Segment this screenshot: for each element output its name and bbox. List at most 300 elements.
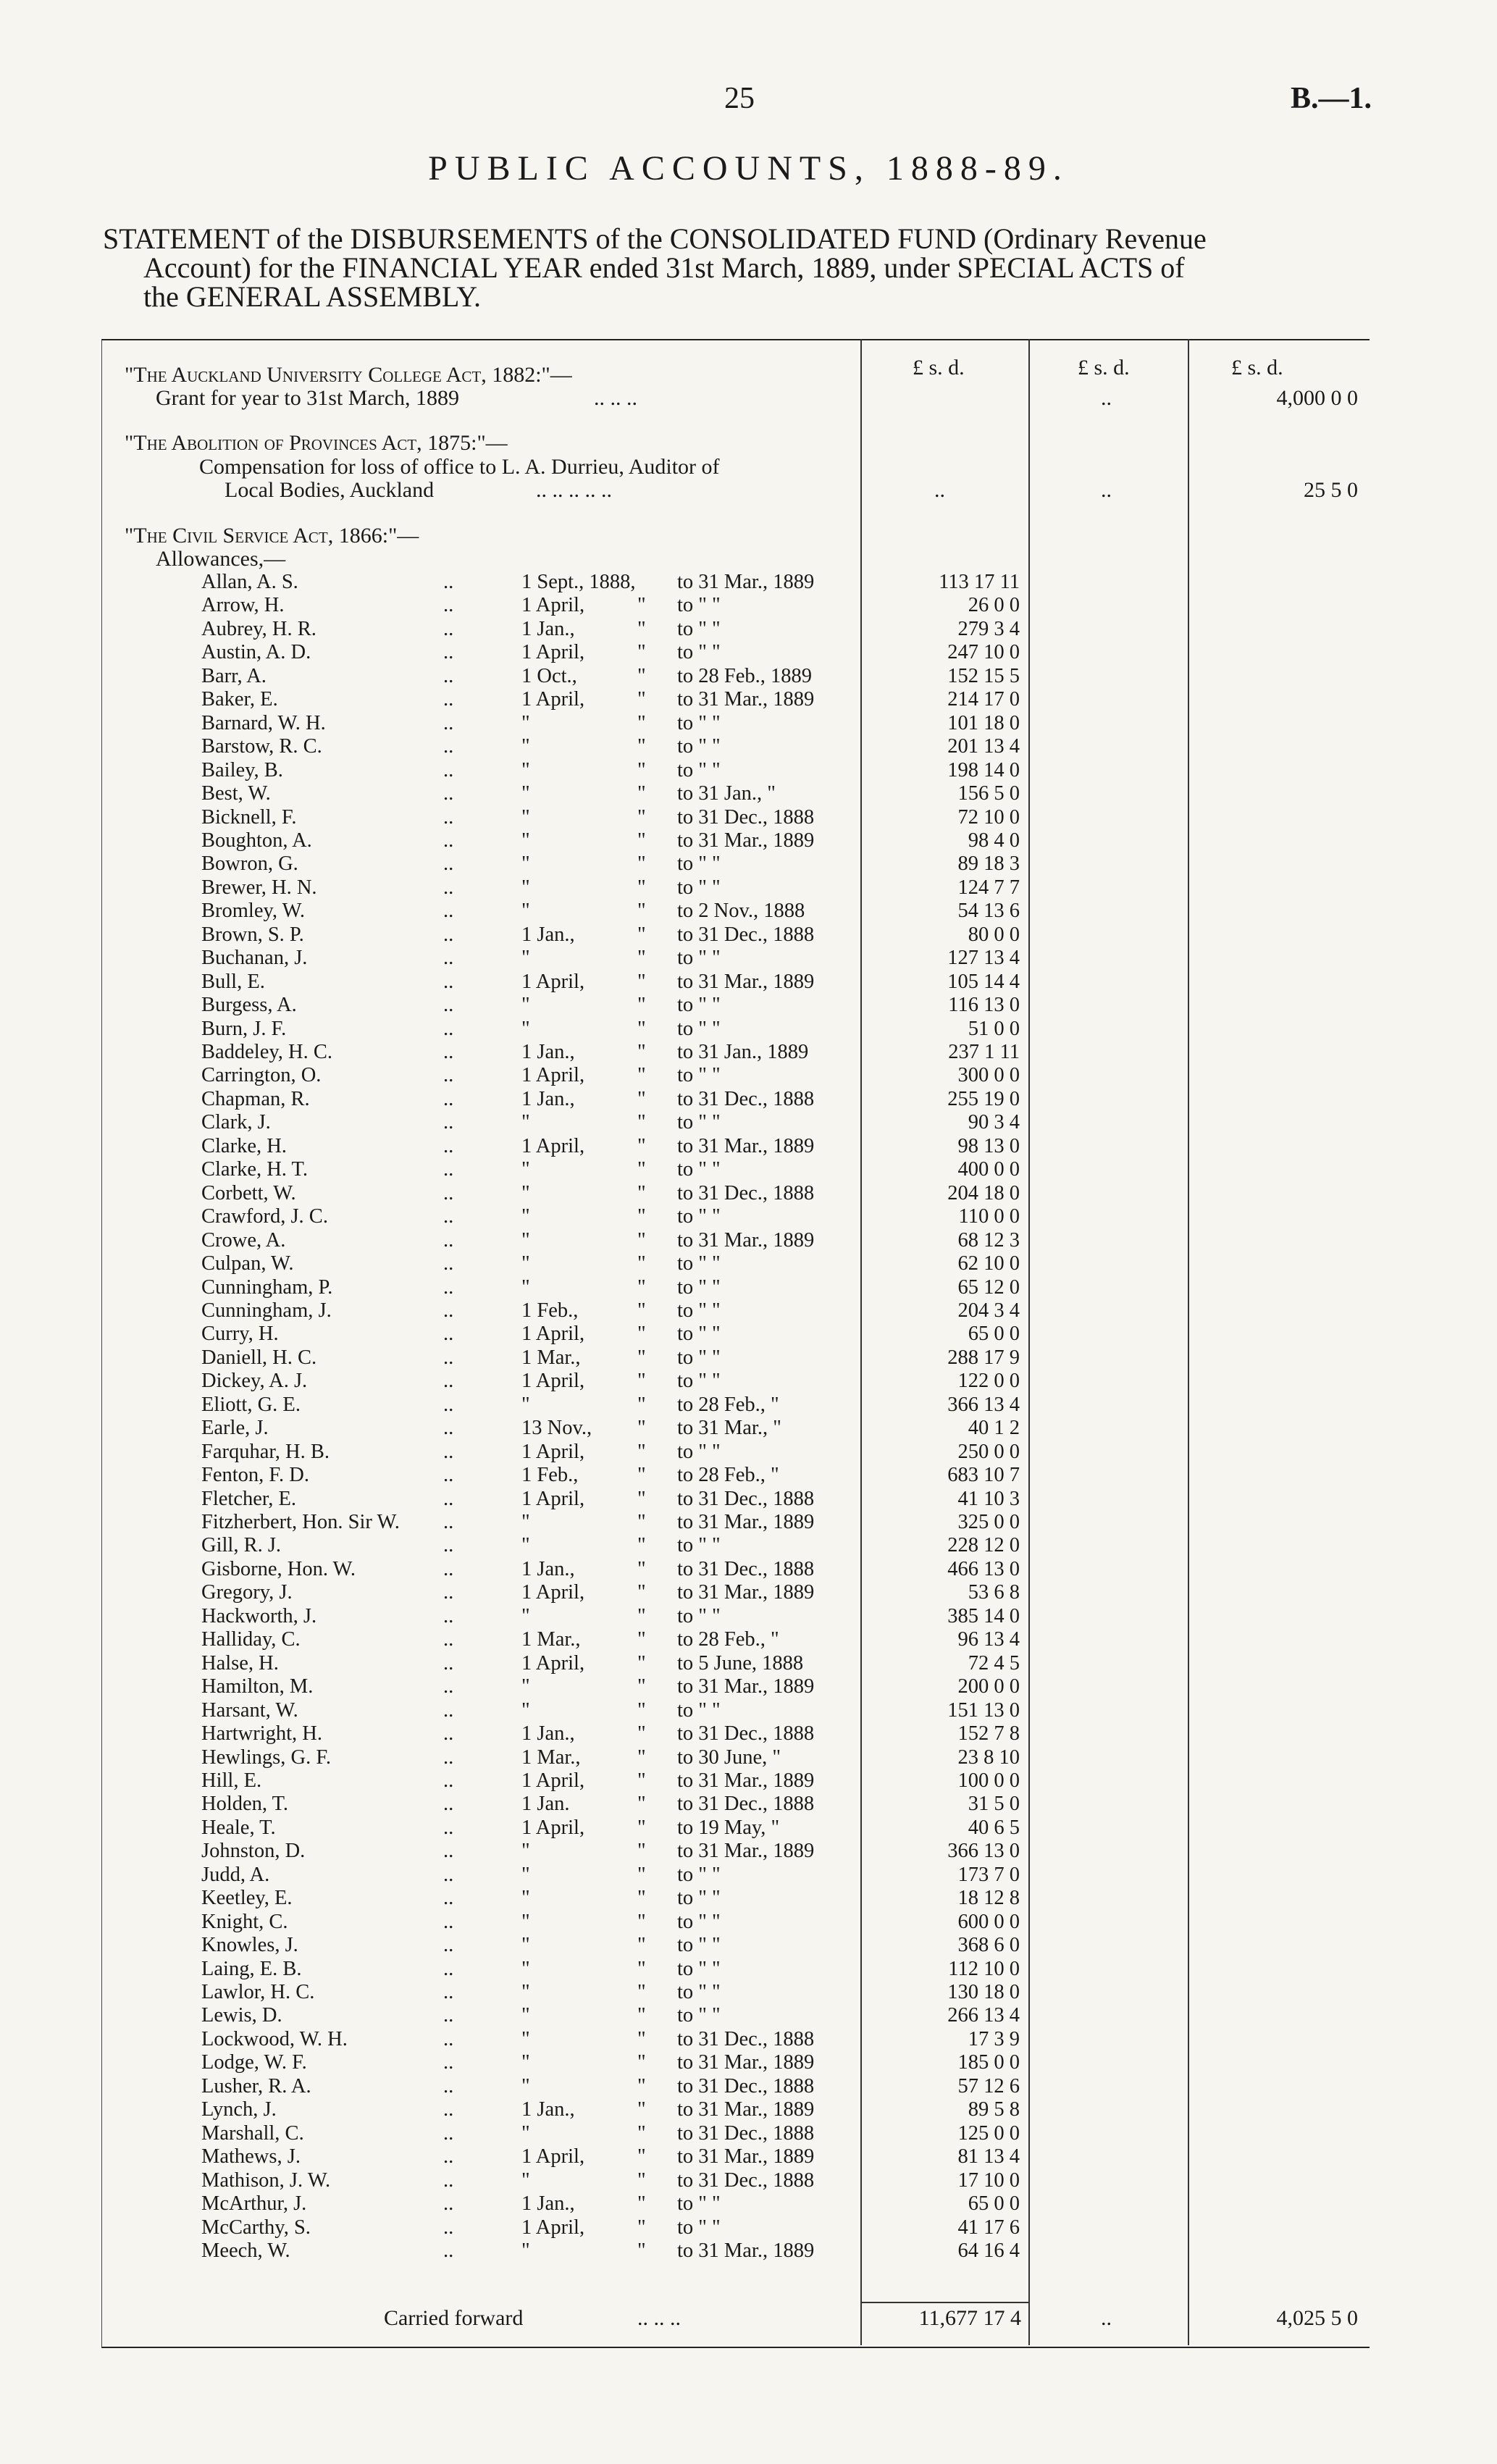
column-divider-1 xyxy=(860,339,862,2345)
entry-name: Eliott, G. E. xyxy=(201,1393,301,1416)
dot-leader: .. xyxy=(443,1487,454,1510)
entry-amount: 366 13 0 xyxy=(947,1840,1020,1863)
entry-ditto-mark: " xyxy=(637,2004,646,2027)
entry-to-date: to 31 Mar., 1889 xyxy=(677,688,815,711)
dot-leader: .. xyxy=(443,641,454,664)
entry-ditto-mark: " xyxy=(637,1910,646,1933)
entry-name: Bromley, W. xyxy=(201,900,306,923)
dot-leader: .. xyxy=(443,2051,454,2074)
entry-from-date: 1 Feb., xyxy=(521,1299,579,1322)
entry-to-date: to 31 Dec., 1888 xyxy=(677,2168,815,2192)
entry-name: Knight, C. xyxy=(201,1910,288,1933)
entry-name: Johnston, D. xyxy=(201,1840,306,1863)
entry-from-date: 1 April, xyxy=(521,1651,585,1675)
dot-leader: .. xyxy=(443,1017,454,1040)
dot-leader: .. xyxy=(443,735,454,758)
entry-to-date: to " " xyxy=(677,1370,721,1393)
entry-name: Clarke, H. xyxy=(201,1134,287,1157)
entry-from-date: " xyxy=(521,1840,530,1863)
entry-from-date: " xyxy=(521,2051,530,2074)
entry-amount: 112 10 0 xyxy=(948,1957,1020,1980)
entry-amount: 325 0 0 xyxy=(957,1511,1020,1533)
dot-leader: .. xyxy=(443,2239,454,2262)
dot-leader: .. xyxy=(443,1722,454,1746)
entry-name: Daniell, H. C. xyxy=(201,1346,317,1369)
entry-ditto-mark: " xyxy=(637,1934,646,1957)
entry-amount: 151 13 0 xyxy=(947,1698,1020,1722)
entry-to-date: to " " xyxy=(677,1252,721,1275)
dot-leader: .. xyxy=(443,1111,454,1134)
entry-amount: 31 5 0 xyxy=(968,1793,1020,1816)
entry-name: Heale, T. xyxy=(201,1816,276,1839)
column-header-3: £ s. d. xyxy=(1231,356,1283,380)
entry-from-date: 1 Jan., xyxy=(521,1087,575,1110)
entry-name: Laing, E. B. xyxy=(201,1957,302,1980)
entry-ditto-mark: " xyxy=(637,876,646,899)
entry-to-date: to " " xyxy=(677,1205,721,1228)
entry-ditto-mark: " xyxy=(637,1252,646,1275)
carried-forward-rule xyxy=(860,2302,1028,2303)
entry-to-date: to 31 Mar., 1889 xyxy=(677,970,815,993)
entry-ditto-mark: " xyxy=(637,1769,646,1792)
entry-to-date: to " " xyxy=(677,1534,721,1557)
entry-name: Crowe, A. xyxy=(201,1228,286,1252)
entry-ditto-mark: " xyxy=(637,1887,646,1910)
entry-to-date: to 31 Dec., 1888 xyxy=(677,805,815,829)
entry-from-date: 1 Feb., xyxy=(521,1464,579,1487)
dot-leader: .. xyxy=(443,1651,454,1675)
entry-from-date: " xyxy=(521,1910,530,1933)
dot-leader: .. xyxy=(443,1440,454,1463)
dot-leader: .. xyxy=(443,1910,454,1933)
entry-name: Fitzherbert, Hon. Sir W. xyxy=(201,1511,400,1533)
entry-ditto-mark: " xyxy=(637,970,646,993)
entry-from-date: " xyxy=(521,1275,530,1299)
entry-from-date: " xyxy=(521,2239,530,2262)
entry-name: Dickey, A. J. xyxy=(201,1370,308,1393)
entry-ditto-mark: " xyxy=(637,1087,646,1110)
dot-leader: .. xyxy=(443,1464,454,1487)
entry-amount: 255 19 0 xyxy=(947,1087,1020,1110)
entry-ditto-mark: " xyxy=(637,1793,646,1816)
dot-leader: .. xyxy=(443,1746,454,1769)
entry-name: Best, W. xyxy=(201,782,271,805)
entry-amount: 68 12 3 xyxy=(957,1228,1020,1252)
dot-leader: .. xyxy=(443,1628,454,1651)
dot-leader: .. xyxy=(443,2121,454,2145)
entry-to-date: to " " xyxy=(677,1934,721,1957)
provinces-line-2: Local Bodies, Auckland xyxy=(225,478,435,502)
dot-leader: .. xyxy=(443,2168,454,2192)
dot-leader: .. xyxy=(443,1064,454,1087)
entry-amount: 65 12 0 xyxy=(957,1275,1020,1299)
entry-amount: 266 13 4 xyxy=(947,2004,1020,2027)
entry-name: Bicknell, F. xyxy=(201,805,297,829)
entry-name: Mathison, J. W. xyxy=(201,2168,331,2192)
entry-name: Gisborne, Hon. W. xyxy=(201,1557,356,1580)
entry-amount: 40 1 2 xyxy=(968,1417,1020,1440)
entry-to-date: to " " xyxy=(677,1910,721,1933)
entry-from-date: 1 April, xyxy=(521,1134,585,1157)
entry-to-date: to 31 Jan., " xyxy=(677,782,776,805)
entry-name: Earle, J. xyxy=(201,1417,269,1440)
dot-leader: .. xyxy=(443,1816,454,1839)
entry-ditto-mark: " xyxy=(637,2239,646,2262)
entry-from-date: 1 Jan., xyxy=(521,923,575,946)
entry-from-date: 1 Jan., xyxy=(521,2098,575,2121)
entry-ditto-mark: " xyxy=(637,1698,646,1722)
dot-leader: .. xyxy=(443,1181,454,1204)
entry-amount: 65 0 0 xyxy=(968,1323,1020,1346)
statement-line-1: STATEMENT of the DISBURSEMENTS of the CONSOLIDATED FUND (Ordinary Revenue xyxy=(103,222,1207,255)
entry-name: Carrington, O. xyxy=(201,1064,322,1087)
entry-to-date: to 31 Mar., 1889 xyxy=(677,2051,815,2074)
entry-from-date: 1 Jan., xyxy=(521,1722,575,1746)
entry-from-date: 1 April, xyxy=(521,641,585,664)
entry-ditto-mark: " xyxy=(637,1228,646,1252)
entry-to-date: to 31 Dec., 1888 xyxy=(677,2074,815,2098)
allowances-heading: Allowances,— xyxy=(156,547,286,571)
entry-to-date: to " " xyxy=(677,876,721,899)
entry-to-date: to " " xyxy=(677,711,721,734)
entry-name: Bull, E. xyxy=(201,970,265,993)
entry-amount: 122 0 0 xyxy=(957,1370,1020,1393)
statement-line-2: Account) for the FINANCIAL YEAR ended 31st March, 1889, under SPECIAL ACTS of xyxy=(143,251,1185,284)
entry-from-date: 1 April, xyxy=(521,2145,585,2168)
dot-leader: .. xyxy=(443,900,454,923)
entry-amount: 54 13 6 xyxy=(957,900,1020,923)
entry-from-date: 1 April, xyxy=(521,970,585,993)
entry-ditto-mark: " xyxy=(637,1205,646,1228)
entry-to-date: to 31 Mar., 1889 xyxy=(677,1581,815,1604)
entry-ditto-mark: " xyxy=(637,2098,646,2121)
entry-from-date: " xyxy=(521,1934,530,1957)
entry-name: Halliday, C. xyxy=(201,1628,301,1651)
dot-leader: .. xyxy=(443,1769,454,1792)
entry-amount: 113 17 11 xyxy=(939,571,1020,593)
entry-ditto-mark: " xyxy=(637,782,646,805)
entry-name: McCarthy, S. xyxy=(201,2216,311,2239)
entry-from-date: " xyxy=(521,711,530,734)
dot-leader: .. xyxy=(443,594,454,617)
dot-leader: .. xyxy=(443,2145,454,2168)
entry-amount: 152 15 5 xyxy=(947,664,1020,687)
dot-leader: .. xyxy=(443,994,454,1017)
entry-ditto-mark: " xyxy=(637,852,646,876)
entry-to-date: to " " xyxy=(677,2216,721,2239)
entry-from-date: " xyxy=(521,758,530,781)
entry-amount: 250 0 0 xyxy=(957,1440,1020,1463)
provinces-col1-dots: .. xyxy=(934,478,945,502)
entry-from-date: " xyxy=(521,1252,530,1275)
entry-from-date: " xyxy=(521,735,530,758)
entry-ditto-mark: " xyxy=(637,923,646,946)
auckland-dots: .. .. .. xyxy=(594,386,637,410)
entry-name: Allan, A. S. xyxy=(201,571,298,593)
entry-amount: 125 0 0 xyxy=(957,2121,1020,2145)
auckland-amount: 4,000 0 0 xyxy=(1276,386,1358,410)
entry-name: Hamilton, M. xyxy=(201,1675,314,1698)
dot-leader: .. xyxy=(443,852,454,876)
entry-from-date: 1 April, xyxy=(521,1581,585,1604)
entry-ditto-mark: " xyxy=(637,1017,646,1040)
entry-from-date: " xyxy=(521,994,530,1017)
entry-amount: 279 3 4 xyxy=(957,617,1020,640)
carried-forward-total-3: 4,025 5 0 xyxy=(1276,2306,1358,2330)
dot-leader: .. xyxy=(443,1557,454,1580)
entry-amount: 41 10 3 xyxy=(957,1487,1020,1510)
entry-ditto-mark: " xyxy=(637,641,646,664)
entry-amount: 89 18 3 xyxy=(957,852,1020,876)
dot-leader: .. xyxy=(443,970,454,993)
entry-name: Boughton, A. xyxy=(201,829,312,852)
dot-leader: .. xyxy=(443,2216,454,2239)
entry-amount: 466 13 0 xyxy=(947,1557,1020,1580)
entry-to-date: to 31 Mar., 1889 xyxy=(677,1840,815,1863)
auckland-grant-line: Grant for year to 31st March, 1889 xyxy=(156,386,460,410)
entry-ditto-mark: " xyxy=(637,1041,646,1063)
entry-to-date: to " " xyxy=(677,2004,721,2027)
entry-amount: 204 18 0 xyxy=(947,1181,1020,1204)
dot-leader: .. xyxy=(443,758,454,781)
dot-leader: .. xyxy=(443,664,454,687)
entry-name: Cunningham, P. xyxy=(201,1275,333,1299)
entry-name: Baddeley, H. C. xyxy=(201,1041,332,1063)
entry-from-date: " xyxy=(521,782,530,805)
entry-from-date: 13 Nov., xyxy=(521,1417,592,1440)
entry-ditto-mark: " xyxy=(637,1464,646,1487)
entry-name: Mathews, J. xyxy=(201,2145,301,2168)
entry-to-date: to " " xyxy=(677,1981,721,2003)
entry-amount: 228 12 0 xyxy=(947,1534,1020,1557)
dot-leader: .. xyxy=(443,1698,454,1722)
entry-to-date: to 2 Nov., 1888 xyxy=(677,900,805,923)
dot-leader: .. xyxy=(443,1228,454,1252)
column-header-2: £ s. d. xyxy=(1078,356,1130,380)
dot-leader: .. xyxy=(443,1981,454,2003)
entry-from-date: 1 April, xyxy=(521,1487,585,1510)
entry-name: Clark, J. xyxy=(201,1111,271,1134)
entry-amount: 152 7 8 xyxy=(957,1722,1020,1746)
entry-to-date: to 31 Mar., 1889 xyxy=(677,829,815,852)
dot-leader: .. xyxy=(443,1087,454,1110)
entry-from-date: 1 Sept., 1888, xyxy=(521,571,636,593)
entry-name: Culpan, W. xyxy=(201,1252,294,1275)
entry-from-date: 1 Mar., xyxy=(521,1346,581,1369)
entry-name: Lynch, J. xyxy=(201,2098,277,2121)
entry-name: Cunningham, J. xyxy=(201,1299,332,1322)
entry-to-date: to " " xyxy=(677,1957,721,1980)
entry-ditto-mark: " xyxy=(637,664,646,687)
entry-from-date: 1 Jan., xyxy=(521,617,575,640)
entry-amount: 17 10 0 xyxy=(957,2168,1020,2192)
dot-leader: .. xyxy=(443,1511,454,1533)
dot-leader: .. xyxy=(443,1252,454,1275)
provinces-amount: 25 5 0 xyxy=(1304,478,1358,502)
entry-amount: 400 0 0 xyxy=(957,1158,1020,1181)
entry-name: Judd, A. xyxy=(201,1863,270,1886)
entry-ditto-mark: " xyxy=(637,829,646,852)
entry-name: Hewlings, G. F. xyxy=(201,1746,332,1769)
entry-from-date: " xyxy=(521,1017,530,1040)
entry-from-date: " xyxy=(521,2027,530,2050)
entry-ditto-mark: " xyxy=(637,2051,646,2074)
entry-ditto-mark: " xyxy=(637,1181,646,1204)
entry-ditto-mark: " xyxy=(637,1346,646,1369)
entry-amount: 385 14 0 xyxy=(947,1604,1020,1627)
entry-name: Gregory, J. xyxy=(201,1581,293,1604)
entry-ditto-mark: " xyxy=(637,1581,646,1604)
entry-name: Lawlor, H. C. xyxy=(201,1981,315,2003)
entry-amount: 288 17 9 xyxy=(947,1346,1020,1369)
entry-from-date: " xyxy=(521,1158,530,1181)
entry-to-date: to 31 Mar., 1889 xyxy=(677,1228,815,1252)
entry-ditto-mark: " xyxy=(637,1134,646,1157)
entry-from-date: " xyxy=(521,1675,530,1698)
entry-name: Barstow, R. C. xyxy=(201,735,322,758)
entry-name: Fletcher, E. xyxy=(201,1487,297,1510)
dot-leader: .. xyxy=(443,1205,454,1228)
entry-amount: 300 0 0 xyxy=(957,1064,1020,1087)
dot-leader: .. xyxy=(443,1323,454,1346)
entry-to-date: to 31 Mar., 1889 xyxy=(677,2098,815,2121)
entry-to-date: to " " xyxy=(677,994,721,1017)
entry-ditto-mark: " xyxy=(637,688,646,711)
entry-from-date: 1 April, xyxy=(521,1769,585,1792)
entry-to-date: to " " xyxy=(677,852,721,876)
entry-amount: 198 14 0 xyxy=(947,758,1020,781)
carried-forward-dots: .. .. .. xyxy=(637,2306,681,2330)
entry-to-date: to 31 Jan., 1889 xyxy=(677,1041,809,1063)
entry-to-date: to 31 Dec., 1888 xyxy=(677,923,815,946)
entry-amount: 40 6 5 xyxy=(968,1816,1020,1839)
entry-to-date: to 31 Dec., 1888 xyxy=(677,1793,815,1816)
entry-ditto-mark: " xyxy=(637,947,646,970)
entry-from-date: 1 April, xyxy=(521,688,585,711)
entry-to-date: to 31 Dec., 1888 xyxy=(677,1557,815,1580)
entry-ditto-mark: " xyxy=(637,594,646,617)
entry-amount: 26 0 0 xyxy=(968,594,1020,617)
entry-amount: 53 6 8 xyxy=(968,1581,1020,1604)
entry-ditto-mark: " xyxy=(637,1393,646,1416)
entry-amount: 98 4 0 xyxy=(968,829,1020,852)
entry-ditto-mark: " xyxy=(637,1323,646,1346)
entry-name: Gill, R. J. xyxy=(201,1534,282,1557)
entry-from-date: 1 Jan. xyxy=(521,1793,570,1816)
dot-leader: .. xyxy=(443,1417,454,1440)
auckland-act-title: "The Auckland University College Act, 1882:"— xyxy=(125,363,572,387)
entry-amount: 64 16 4 xyxy=(957,2239,1020,2262)
entry-from-date: " xyxy=(521,2168,530,2192)
entry-from-date: " xyxy=(521,829,530,852)
entry-ditto-mark: " xyxy=(637,758,646,781)
entry-ditto-mark: " xyxy=(637,735,646,758)
provinces-line-1: Compensation for loss of office to L. A. Durrieu, Auditor of xyxy=(199,455,720,479)
entry-ditto-mark: " xyxy=(637,1863,646,1886)
entry-name: Holden, T. xyxy=(201,1793,289,1816)
entry-to-date: to " " xyxy=(677,1017,721,1040)
entry-name: Buchanan, J. xyxy=(201,947,308,970)
entry-ditto-mark: " xyxy=(637,2168,646,2192)
column-divider-3 xyxy=(1188,339,1189,2345)
provinces-dots: .. .. .. .. .. xyxy=(536,478,612,502)
entry-name: Austin, A. D. xyxy=(201,641,311,664)
entry-to-date: to 31 Mar., 1889 xyxy=(677,1511,815,1533)
entry-ditto-mark: " xyxy=(637,1722,646,1746)
entry-from-date: " xyxy=(521,876,530,899)
dot-leader: .. xyxy=(443,1934,454,1957)
entry-to-date: to " " xyxy=(677,1863,721,1886)
page-title: PUBLIC ACCOUNTS, 1888-89. xyxy=(428,149,1069,188)
entry-amount: 124 7 7 xyxy=(957,876,1020,899)
entry-from-date: 1 Jan., xyxy=(521,1041,575,1063)
entry-ditto-mark: " xyxy=(637,1158,646,1181)
dot-leader: .. xyxy=(443,688,454,711)
entry-name: Farquhar, H. B. xyxy=(201,1440,330,1463)
dot-leader: .. xyxy=(443,1158,454,1181)
entry-amount: 237 1 11 xyxy=(948,1041,1020,1063)
dot-leader: .. xyxy=(443,1134,454,1157)
entry-to-date: to " " xyxy=(677,1299,721,1322)
entry-amount: 185 0 0 xyxy=(957,2051,1020,2074)
entry-name: Hackworth, J. xyxy=(201,1604,317,1627)
entry-to-date: to " " xyxy=(677,2192,721,2216)
entry-ditto-mark: " xyxy=(637,1981,646,2003)
entry-amount: 204 3 4 xyxy=(957,1299,1020,1322)
entry-to-date: to 28 Feb., 1889 xyxy=(677,664,813,687)
entry-from-date: " xyxy=(521,1181,530,1204)
entry-ditto-mark: " xyxy=(637,1816,646,1839)
entry-ditto-mark: " xyxy=(637,1957,646,1980)
entry-to-date: to " " xyxy=(677,1275,721,1299)
dot-leader: .. xyxy=(443,1299,454,1322)
entry-from-date: " xyxy=(521,1604,530,1627)
entry-amount: 96 13 4 xyxy=(957,1628,1020,1651)
dot-leader: .. xyxy=(443,1675,454,1698)
entry-amount: 23 8 10 xyxy=(957,1746,1020,1769)
entry-name: Lusher, R. A. xyxy=(201,2074,311,2098)
entry-amount: 130 18 0 xyxy=(947,1981,1020,2003)
dot-leader: .. xyxy=(443,1041,454,1063)
entry-to-date: to 31 Dec., 1888 xyxy=(677,1722,815,1746)
entry-name: Keetley, E. xyxy=(201,1887,293,1910)
entry-name: Arrow, H. xyxy=(201,594,285,617)
entry-ditto-mark: " xyxy=(637,1064,646,1087)
dot-leader: .. xyxy=(443,1957,454,1980)
column-divider-2 xyxy=(1028,339,1030,2345)
entry-name: Marshall, C. xyxy=(201,2121,304,2145)
dot-leader: .. xyxy=(443,617,454,640)
entry-ditto-mark: " xyxy=(637,1651,646,1675)
dot-leader: .. xyxy=(443,829,454,852)
entry-to-date: to " " xyxy=(677,1440,721,1463)
entry-ditto-mark: " xyxy=(637,1370,646,1393)
entry-from-date: " xyxy=(521,1511,530,1533)
entry-from-date: 1 April, xyxy=(521,594,585,617)
entry-amount: 156 5 0 xyxy=(957,782,1020,805)
entry-ditto-mark: " xyxy=(637,900,646,923)
dot-leader: .. xyxy=(443,1863,454,1886)
dot-leader: .. xyxy=(443,2004,454,2027)
entry-from-date: " xyxy=(521,2074,530,2098)
entry-to-date: to 31 Dec., 1888 xyxy=(677,1087,815,1110)
entry-to-date: to " " xyxy=(677,1323,721,1346)
entry-from-date: 1 April, xyxy=(521,2216,585,2239)
entry-to-date: to 19 May, " xyxy=(677,1816,780,1839)
entry-amount: 17 3 9 xyxy=(968,2027,1020,2050)
entry-name: Burgess, A. xyxy=(201,994,297,1017)
entry-name: Curry, H. xyxy=(201,1323,279,1346)
